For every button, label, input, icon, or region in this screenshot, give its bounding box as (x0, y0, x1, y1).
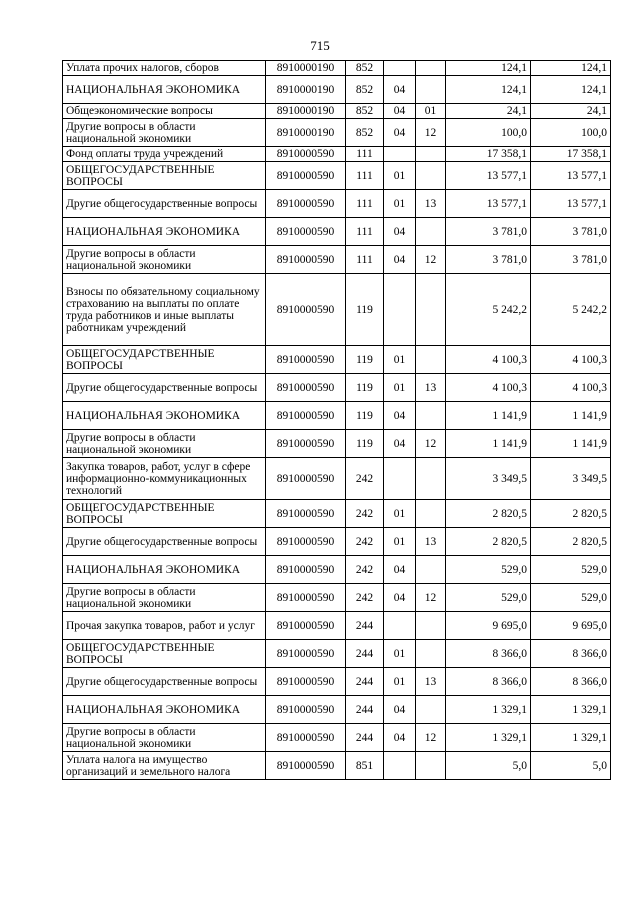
subsection-code: 12 (416, 584, 446, 612)
expense-type-code: 244 (346, 668, 384, 696)
expense-type-code: 244 (346, 724, 384, 752)
amount-1: 1 141,9 (446, 430, 531, 458)
amount-1: 2 820,5 (446, 528, 531, 556)
amount-1: 8 366,0 (446, 668, 531, 696)
target-article-code: 8910000590 (266, 218, 346, 246)
table-row (63, 402, 611, 430)
expense-type-code: 242 (346, 556, 384, 584)
amount-2: 529,0 (531, 584, 611, 612)
section-code: 04 (384, 76, 416, 104)
amount-2: 8 366,0 (531, 668, 611, 696)
subsection-code (416, 402, 446, 430)
amount-1: 13 577,1 (446, 162, 531, 190)
amount-2: 17 358,1 (531, 147, 611, 162)
amount-2: 1 141,9 (531, 430, 611, 458)
budget-table-body (63, 61, 611, 780)
row-name: ОБЩЕГОСУДАРСТВЕННЫЕ ВОПРОСЫ (63, 500, 266, 528)
row-name: Уплата налога на имущество организаций и земельного налога (63, 752, 266, 780)
amount-1: 1 329,1 (446, 696, 531, 724)
table-row (63, 528, 611, 556)
amount-1: 124,1 (446, 76, 531, 104)
table-row (63, 430, 611, 458)
row-name: НАЦИОНАЛЬНАЯ ЭКОНОМИКА (63, 556, 266, 584)
section-code (384, 274, 416, 346)
section-code: 01 (384, 190, 416, 218)
row-name: Другие общегосударственные вопросы (63, 374, 266, 402)
target-article-code: 8910000590 (266, 640, 346, 668)
subsection-code (416, 752, 446, 780)
subsection-code: 12 (416, 724, 446, 752)
subsection-code (416, 147, 446, 162)
amount-2: 2 820,5 (531, 528, 611, 556)
target-article-code: 8910000590 (266, 556, 346, 584)
section-code: 04 (384, 218, 416, 246)
row-name: Другие общегосударственные вопросы (63, 190, 266, 218)
subsection-code (416, 556, 446, 584)
page-number: 715 (310, 38, 330, 53)
subsection-code: 01 (416, 104, 446, 119)
target-article-code: 8910000590 (266, 584, 346, 612)
target-article-code: 8910000190 (266, 104, 346, 119)
row-name: Другие вопросы в области национальной экономики (63, 584, 266, 612)
target-article-code: 8910000590 (266, 162, 346, 190)
amount-1: 2 820,5 (446, 500, 531, 528)
row-name: НАЦИОНАЛЬНАЯ ЭКОНОМИКА (63, 218, 266, 246)
expense-type-code: 119 (346, 374, 384, 402)
target-article-code: 8910000590 (266, 274, 346, 346)
row-name: Фонд оплаты труда учреждений (63, 147, 266, 162)
section-code (384, 612, 416, 640)
table-row (63, 374, 611, 402)
expense-type-code: 111 (346, 246, 384, 274)
expense-type-code: 242 (346, 528, 384, 556)
subsection-code (416, 696, 446, 724)
amount-2: 4 100,3 (531, 346, 611, 374)
amount-1: 24,1 (446, 104, 531, 119)
target-article-code: 8910000190 (266, 61, 346, 76)
target-article-code: 8910000590 (266, 190, 346, 218)
expense-type-code: 244 (346, 640, 384, 668)
section-code (384, 147, 416, 162)
amount-1: 4 100,3 (446, 346, 531, 374)
section-code: 01 (384, 374, 416, 402)
amount-2: 2 820,5 (531, 500, 611, 528)
target-article-code: 8910000590 (266, 752, 346, 780)
target-article-code: 8910000590 (266, 668, 346, 696)
subsection-code: 13 (416, 374, 446, 402)
row-name: НАЦИОНАЛЬНАЯ ЭКОНОМИКА (63, 402, 266, 430)
expense-type-code: 242 (346, 584, 384, 612)
expense-type-code: 852 (346, 61, 384, 76)
row-name: Взносы по обязательному социальному страхованию на выплаты по оплате труда работников и иные выплаты работникам учреждений (63, 274, 266, 346)
target-article-code: 8910000590 (266, 458, 346, 500)
section-code: 04 (384, 119, 416, 147)
row-name: Закупка товаров, работ, услуг в сфере информационно-коммуникационных технологий (63, 458, 266, 500)
table-row (63, 724, 611, 752)
target-article-code: 8910000590 (266, 696, 346, 724)
subsection-code (416, 76, 446, 104)
amount-2: 3 349,5 (531, 458, 611, 500)
amount-2: 24,1 (531, 104, 611, 119)
row-name: Общеэкономические вопросы (63, 104, 266, 119)
expense-type-code: 119 (346, 430, 384, 458)
subsection-code (416, 162, 446, 190)
subsection-code (416, 612, 446, 640)
amount-2: 1 329,1 (531, 696, 611, 724)
subsection-code (416, 274, 446, 346)
row-name: Другие общегосударственные вопросы (63, 668, 266, 696)
amount-2: 4 100,3 (531, 374, 611, 402)
amount-2: 9 695,0 (531, 612, 611, 640)
amount-1: 100,0 (446, 119, 531, 147)
table-row (63, 218, 611, 246)
row-name: НАЦИОНАЛЬНАЯ ЭКОНОМИКА (63, 696, 266, 724)
row-name: ОБЩЕГОСУДАРСТВЕННЫЕ ВОПРОСЫ (63, 640, 266, 668)
row-name: Другие вопросы в области национальной экономики (63, 430, 266, 458)
section-code (384, 61, 416, 76)
subsection-code: 13 (416, 668, 446, 696)
expense-type-code: 242 (346, 500, 384, 528)
subsection-code: 12 (416, 119, 446, 147)
amount-1: 1 141,9 (446, 402, 531, 430)
section-code: 04 (384, 584, 416, 612)
section-code: 04 (384, 696, 416, 724)
expense-type-code: 242 (346, 458, 384, 500)
target-article-code: 8910000590 (266, 528, 346, 556)
expense-type-code: 851 (346, 752, 384, 780)
section-code: 04 (384, 430, 416, 458)
expense-type-code: 119 (346, 274, 384, 346)
expense-type-code: 111 (346, 190, 384, 218)
section-code (384, 458, 416, 500)
table-row (63, 104, 611, 119)
amount-2: 5 242,2 (531, 274, 611, 346)
table-row (63, 752, 611, 780)
section-code: 04 (384, 246, 416, 274)
expense-type-code: 852 (346, 76, 384, 104)
expense-type-code: 852 (346, 104, 384, 119)
amount-2: 5,0 (531, 752, 611, 780)
amount-1: 9 695,0 (446, 612, 531, 640)
table-row (63, 612, 611, 640)
table-row (63, 162, 611, 190)
section-code: 04 (384, 724, 416, 752)
table-row (63, 246, 611, 274)
table-row (63, 500, 611, 528)
amount-2: 13 577,1 (531, 190, 611, 218)
target-article-code: 8910000590 (266, 147, 346, 162)
amount-2: 124,1 (531, 61, 611, 76)
target-article-code: 8910000590 (266, 246, 346, 274)
section-code: 01 (384, 162, 416, 190)
table-row (63, 147, 611, 162)
expense-type-code: 244 (346, 612, 384, 640)
row-name: НАЦИОНАЛЬНАЯ ЭКОНОМИКА (63, 76, 266, 104)
section-code: 01 (384, 346, 416, 374)
amount-1: 529,0 (446, 556, 531, 584)
amount-1: 124,1 (446, 61, 531, 76)
amount-1: 4 100,3 (446, 374, 531, 402)
subsection-code (416, 458, 446, 500)
row-name: Уплата прочих налогов, сборов (63, 61, 266, 76)
target-article-code: 8910000190 (266, 119, 346, 147)
amount-1: 1 329,1 (446, 724, 531, 752)
amount-2: 8 366,0 (531, 640, 611, 668)
amount-1: 13 577,1 (446, 190, 531, 218)
row-name: ОБЩЕГОСУДАРСТВЕННЫЕ ВОПРОСЫ (63, 346, 266, 374)
table-row (63, 190, 611, 218)
target-article-code: 8910000590 (266, 402, 346, 430)
amount-1: 529,0 (446, 584, 531, 612)
subsection-code: 12 (416, 430, 446, 458)
target-article-code: 8910000590 (266, 724, 346, 752)
table-row (63, 61, 611, 76)
amount-1: 5 242,2 (446, 274, 531, 346)
amount-2: 529,0 (531, 556, 611, 584)
table-row (63, 668, 611, 696)
expense-type-code: 119 (346, 402, 384, 430)
amount-2: 3 781,0 (531, 218, 611, 246)
row-name: Другие вопросы в области национальной экономики (63, 246, 266, 274)
table-row (63, 346, 611, 374)
section-code: 01 (384, 500, 416, 528)
amount-2: 1 141,9 (531, 402, 611, 430)
table-row (63, 556, 611, 584)
section-code: 01 (384, 668, 416, 696)
table-row (63, 76, 611, 104)
expense-type-code: 119 (346, 346, 384, 374)
section-code: 04 (384, 556, 416, 584)
subsection-code (416, 218, 446, 246)
section-code: 04 (384, 402, 416, 430)
section-code: 01 (384, 640, 416, 668)
table-row (63, 274, 611, 346)
expense-type-code: 111 (346, 218, 384, 246)
amount-1: 5,0 (446, 752, 531, 780)
target-article-code: 8910000590 (266, 500, 346, 528)
table-row (63, 696, 611, 724)
subsection-code (416, 640, 446, 668)
section-code (384, 752, 416, 780)
amount-1: 3 781,0 (446, 218, 531, 246)
subsection-code (416, 500, 446, 528)
amount-1: 17 358,1 (446, 147, 531, 162)
amount-2: 100,0 (531, 119, 611, 147)
amount-2: 124,1 (531, 76, 611, 104)
table-row (63, 119, 611, 147)
target-article-code: 8910000590 (266, 346, 346, 374)
amount-1: 8 366,0 (446, 640, 531, 668)
table-row (63, 458, 611, 500)
expense-type-code: 111 (346, 162, 384, 190)
table-row (63, 584, 611, 612)
subsection-code (416, 61, 446, 76)
row-name: Другие вопросы в области национальной экономики (63, 119, 266, 147)
table-row (63, 640, 611, 668)
target-article-code: 8910000590 (266, 430, 346, 458)
amount-1: 3 349,5 (446, 458, 531, 500)
row-name: Другие вопросы в области национальной экономики (63, 724, 266, 752)
expense-type-code: 852 (346, 119, 384, 147)
target-article-code: 8910000190 (266, 76, 346, 104)
target-article-code: 8910000590 (266, 374, 346, 402)
amount-1: 3 781,0 (446, 246, 531, 274)
subsection-code (416, 346, 446, 374)
row-name: Другие общегосударственные вопросы (63, 528, 266, 556)
section-code: 01 (384, 528, 416, 556)
target-article-code: 8910000590 (266, 612, 346, 640)
expense-type-code: 244 (346, 696, 384, 724)
amount-2: 13 577,1 (531, 162, 611, 190)
amount-2: 1 329,1 (531, 724, 611, 752)
subsection-code: 13 (416, 528, 446, 556)
section-code: 04 (384, 104, 416, 119)
row-name: Прочая закупка товаров, работ и услуг (63, 612, 266, 640)
expense-type-code: 111 (346, 147, 384, 162)
budget-table (62, 60, 611, 780)
row-name: ОБЩЕГОСУДАРСТВЕННЫЕ ВОПРОСЫ (63, 162, 266, 190)
amount-2: 3 781,0 (531, 246, 611, 274)
subsection-code: 12 (416, 246, 446, 274)
subsection-code: 13 (416, 190, 446, 218)
